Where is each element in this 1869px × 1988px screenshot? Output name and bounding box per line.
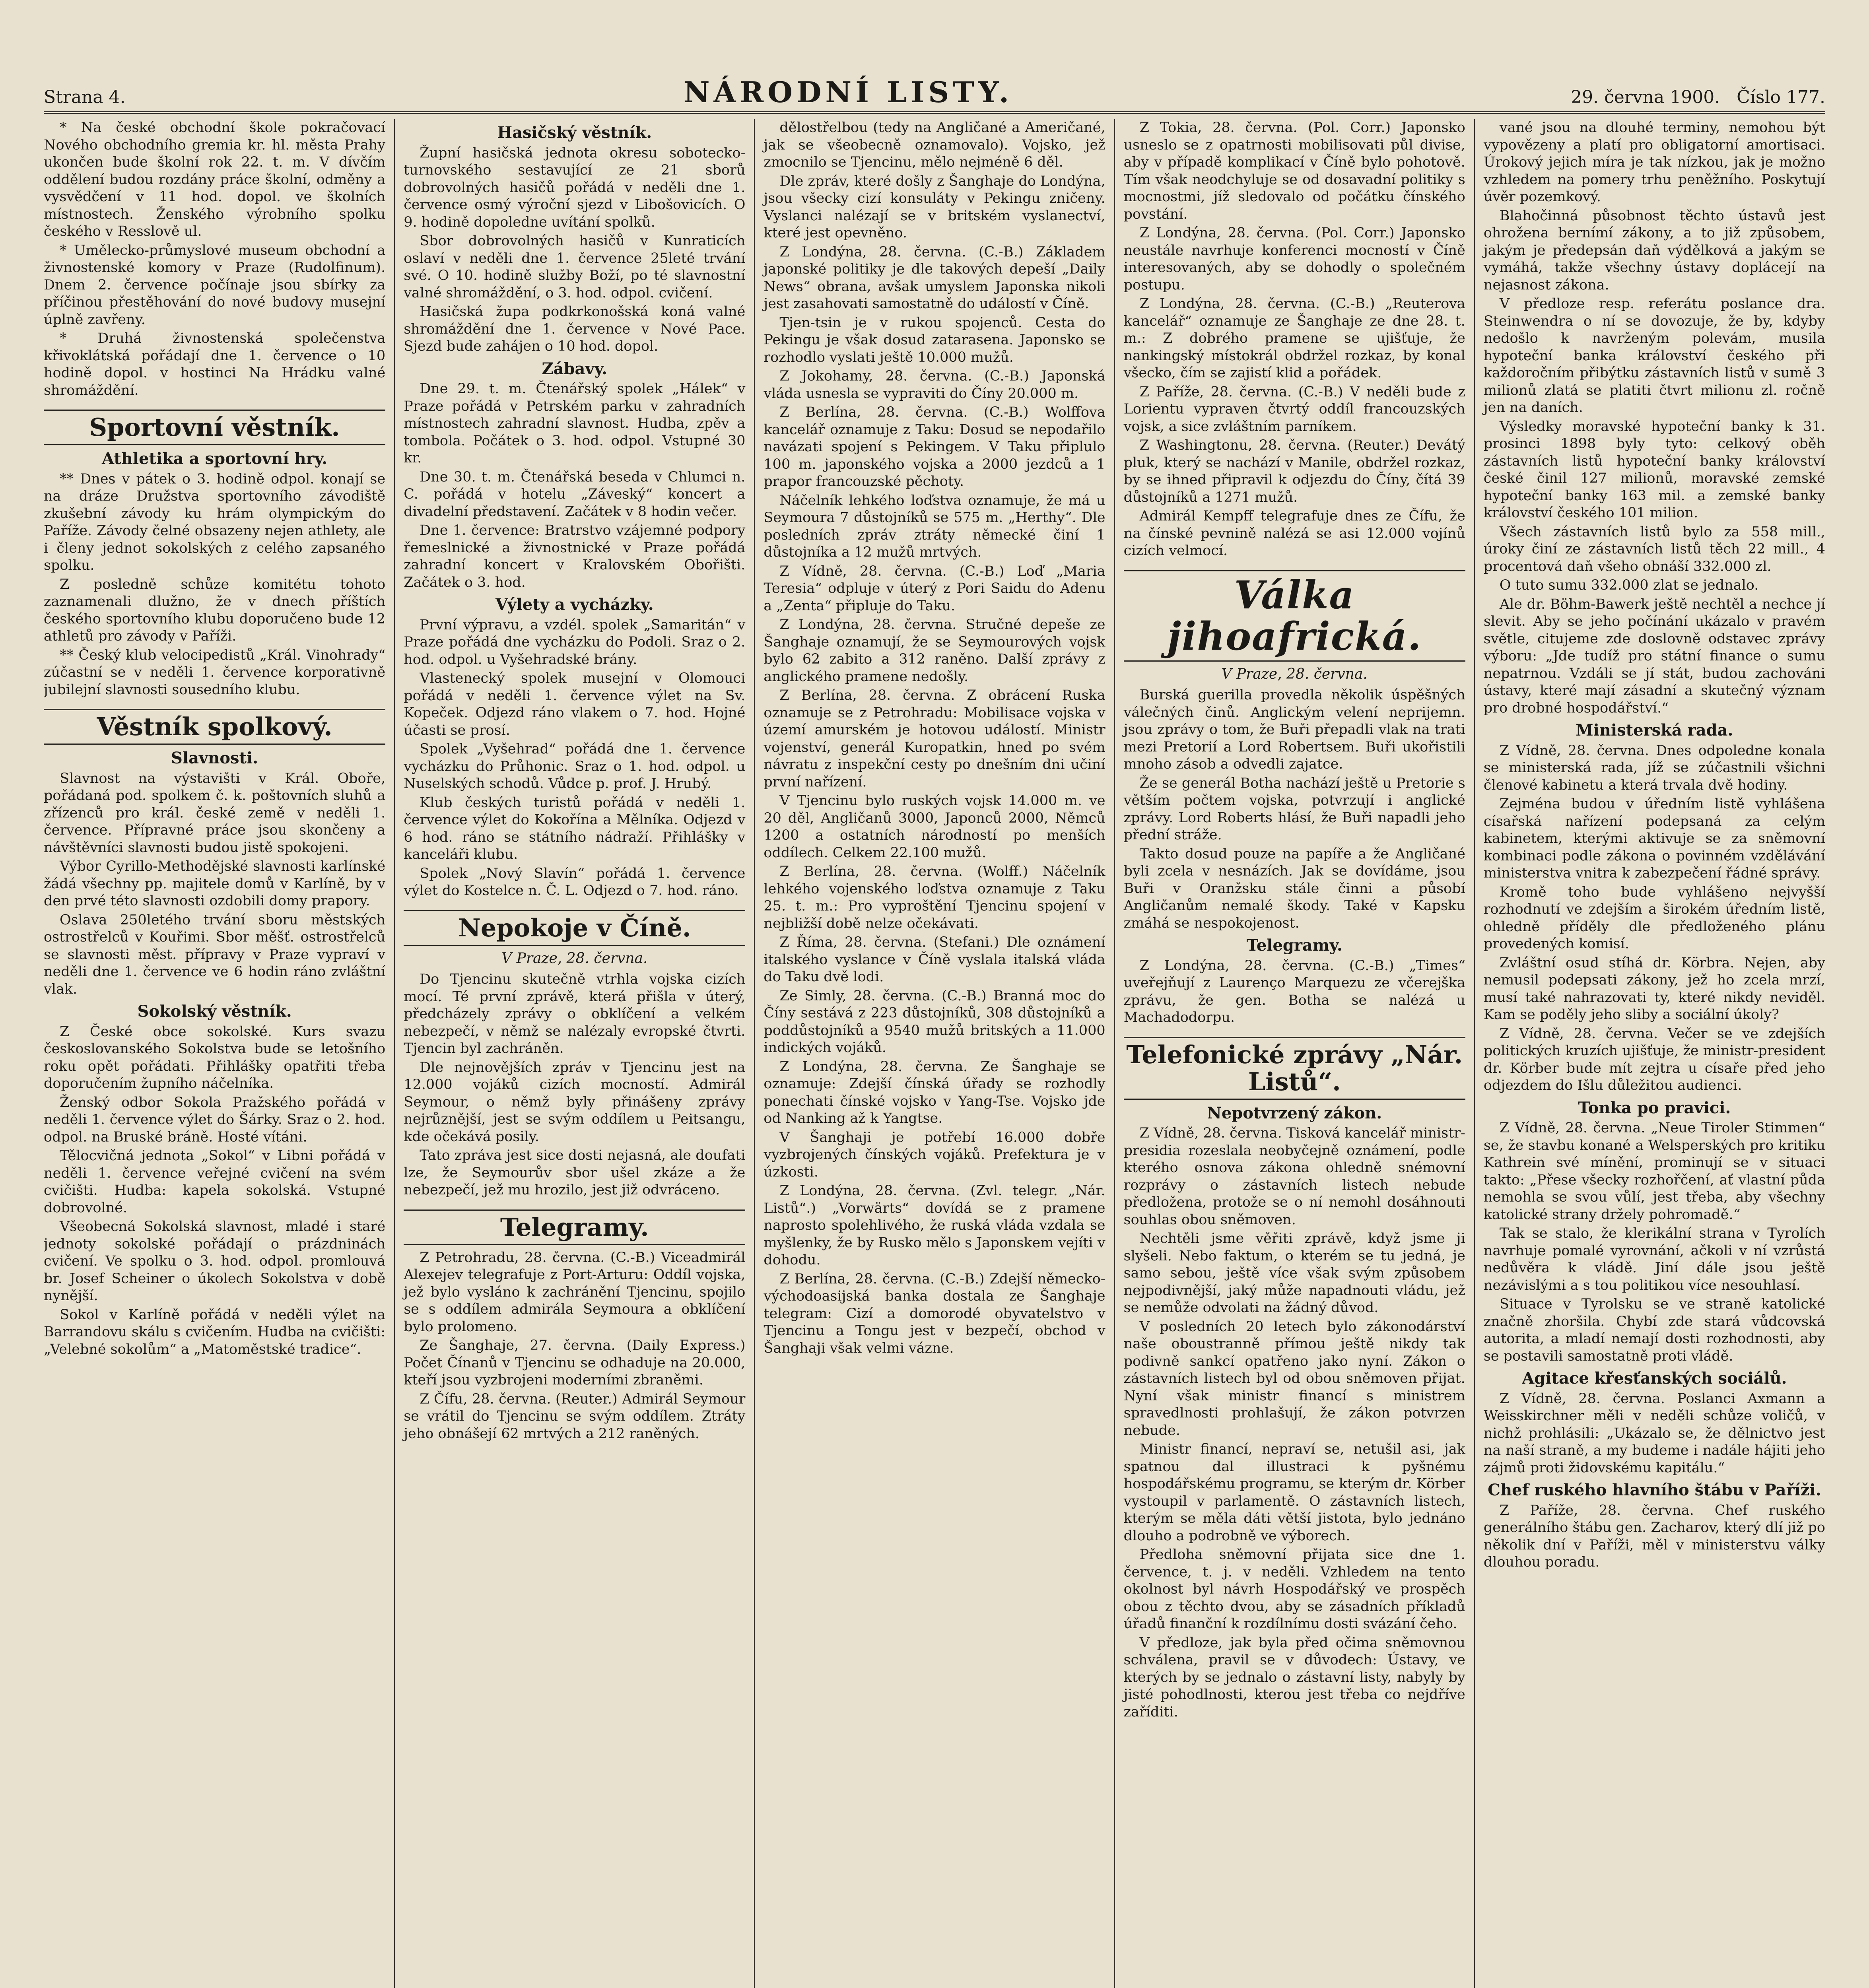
page-number: Strana 4. [44, 87, 126, 107]
page-header [44, 68, 1825, 114]
issue-date [1571, 87, 1825, 111]
article: ** Český klub velocipedistů „Král. Vinohrady“ zúčastní se v neděli 1. července korporativně jubilejní slavnosti sousedního klubu. [44, 647, 386, 698]
article: V předloze, jak byla před očima sněmovnou schválena, pravil se v důvodech: Ústavy, ve kterých by se jednalo o zástavní listy, nabyly by jisté pohodlnosti, kterou jest třeba co nejdříve zaříditi. [1123, 1635, 1465, 1720]
article: Z posledně schůze komitétu tohoto zaznamenali dlužno, že v dnech příštích českého sportovního klubu doporučeno bude 12 athletů pro závody v Paříži. [44, 576, 386, 644]
article: Sbor dobrovolných hasičů v Kunraticích oslaví v neděli dne 1. července 25leté trvání své. O 10. hodině služby Boží, po té slavnostní valné shromáždění, o 3. hod. odpol. cvičení. [404, 233, 746, 301]
article: Z Berlína, 28. června. (C.-B.) Wolffova kancelář oznamuje z Taku: Dosud se nepodařilo navázati spojení s Pekingem. V Taku připlulo 100 m. japonského vojska a 2000 jezdců a 1 prapor francouzské pěchoty. [764, 404, 1105, 489]
article: Z Paříže, 28. června. Chef ruského generálního štábu gen. Zacharov, který dlí již po několik dní v Paříži, měl v ministerstvu války dlouhou poradu. [1483, 1502, 1826, 1570]
article: V Tjencinu bylo ruských vojsk 14.000 m. ve 20 děl, Angličanů 3000, Japonců 2000, Němců 1200 a ostatních národností po menších oddílech. Celkem 22.100 mužů. [764, 793, 1105, 861]
article: Slavnost na výstavišti v Král. Oboře, pořádaná pod. spolkem č. k. poštovních sluhů a zřízenců pro král. české země v neděli 1. července. Přípravné práce jsou skončeny a návštěvníci slavnosti budou jistě spokojeni. [44, 770, 386, 856]
section-heading-valka: Válka jihoafrická. [1124, 570, 1465, 662]
section-heading-narodni-listy: Telefonické zprávy „Nár. Listů“. [1124, 1037, 1465, 1100]
issue-number: Číslo 177. [1737, 87, 1825, 107]
article: Situace v Tyrolsku se ve straně katolické značně zhoršila. Chybí zde stará vůdcovská autorita, a mladí nemají dosti rozhodnosti, aby se postavili samostatně proti vládě. [1483, 1296, 1826, 1364]
article: Výbor Cyrillo-Methodějské slavnosti karlínské žádá všechny pp. majitele domů v Karlíně, by v den prvé této slavnosti ozdobili domy prapory. [44, 858, 386, 909]
column-4 [1114, 119, 1474, 1988]
subheading: Výlety a vycházky. [495, 595, 654, 614]
article: Tjen-tsin je v rukou spojenců. Cesta do Pekingu je však dosud zatarasena. Japonsko se rozhodlo vyslati ještě 10.000 mužů. [764, 315, 1105, 365]
article: Kromě toho bude vyhlášeno nejvyšší rozhodnutí ve zdejším a širokém úředním listě, ohledně příděly dle předloženého plánu provedených komisí. [1483, 884, 1826, 952]
subheading: Nepotvrzený zákon. [1207, 1103, 1382, 1122]
article: Admirál Kempff telegrafuje dnes ze Čífu, že na čínské pevnině nalézá se asi 12.000 vojínů cizích velmocí. [1123, 508, 1465, 559]
article: Dle nejnovějších zpráv v Tjencinu jest na 12.000 vojáků cizích mocností. Admirál Seymour, o němž byly přinášeny zprávy nejrůznější, jest se svým oddílem u Peitsangu, kde očekává posily. [404, 1059, 746, 1145]
column-5 [1474, 119, 1825, 1988]
article: V posledních 20 letech bylo zákonodárství naše oboustranně přímou ještě nikdy tak podivně sankcí opatřeno jako nyní. Zákon o zástavních listech byl od obou sněmoven přijat. Nyní však ministr financí s ministrem spravedlnosti prohlašují, že zákon potvrzen nebude. [1123, 1318, 1465, 1439]
article: Z Londýna, 28. června. (Pol. Corr.) Japonsko neustále navrhuje konferenci mocností v Číně interesovaných, aby se dohodly o společném postupu. [1123, 225, 1465, 293]
section-heading-spolky: Věstník spolkový. [44, 709, 385, 745]
article: Hasičská župa podkrkonošská koná valné shromáždění dne 1. července v Nové Pace. Sjezd bude zahájen o 10 hod. dopol. [404, 304, 746, 354]
article: Z Říma, 28. června. (Stefani.) Dle oznámení italského vyslance v Číně vyslala italská vláda do Taku dvě lodi. [764, 934, 1105, 985]
article: Z Berlína, 28. června. (Wolff.) Náčelník lehkého vojenského loďstva oznamuje z Taku 25. t. m.: Pro vyproštění Tjencinu spojení v nejbližší době nelze očekávati. [764, 864, 1105, 932]
dateline: V Praze, 28. června. [1221, 666, 1368, 682]
article: Z Londýna, 28. června. (C.-B.) „Times“ uveřejňují z Laurenço Marquezu ze včerejška zprávu, že gen. Botha se nalézá u Machadodorpu. [1123, 957, 1465, 1025]
subheading: Sokolský věstník. [137, 1002, 292, 1021]
article: Z Londýna, 28. června. (Zvl. telegr. „Nár. Listů“.) „Vorwärts“ dovídá se z pramene naprosto spolehlivého, že ruská vláda vzdala se myšlenky, že by Rusko mělo s Japonskem vejíti v dohodu. [764, 1183, 1105, 1268]
article: Do Tjencinu skutečně vtrhla vojska cizích mocí. Té první zprávě, která přišla v úterý, předcházely zprávy o obklíčení a velkém nebezpečí, v němž se nalézaly evropské čtvrti. Tjencin byl zachráněn. [404, 971, 746, 1056]
subheading: Slavnosti. [171, 749, 258, 767]
article: Tato zpráva jest sice dosti nejasná, ale doufati lze, že Seymourův sbor ušel zkáze a že nebezpečí, jež mu hrozilo, jest již odvráceno. [404, 1147, 746, 1198]
article: První výpravu, a vzdél. spolek „Samaritán“ v Praze pořádá dne vycházku do Podoli. Sraz o 2. hod. odpol. u Vyšehradské brány. [404, 617, 746, 668]
article: Sokol v Karlíně pořádá v neděli výlet na Barrandovu skálu s cvičením. Hudba na cvičišti: „Velebné sokolům“ a „Matoměstské tradice“. [44, 1307, 386, 1357]
article: Burská guerilla provedla několik úspěšných válečných činů. Anglickým velení neprijemn. jsou zprávy o tom, že Buři přepadli vlak na trati mezi Pretorií a Lord Robertsem. Buři ukořistili mnoho zásob a odvedli zajatce. [1123, 687, 1465, 772]
article: Župní hasičská jednota okresu sobotecko-turnovského sestavující ze 21 sborů dobrovolných hasičů pořádá v neděli dne 1. července osmý výroční sjezd v Libošovicích. O 9. hodině dopoledne uvítání spolků. [404, 145, 746, 230]
article: Všeobecná Sokolská slavnost, mladé i staré jednoty sokolské pořádají o prázdninách cvičení. Ve spolku o 3. hod. odpol. promlouvá br. Josef Scheiner o úkolech Sokolstva v době nynější. [44, 1219, 386, 1304]
article: O tuto sumu 332.000 zlat se jednalo. [1499, 577, 1759, 593]
article: Blahočinná působnost těchto ústavů jest ohrožena bernímí zákony, a to již způsobem, jakým je předepsán daň výdělková a jakým se vymáhá, takže všechny ústavy doplácejí na nejasnost zákona. [1483, 208, 1826, 293]
article: Takto dosud pouze na papíře a že Angličané byli zcela v nesnázích. Jak se dovídáme, jsou Buři v Oranžsku stále činni a působí Angličanům nemalé škody. Také v Kapsku zmáhá se nespokojenost. [1123, 846, 1465, 931]
subheading: Ministerská rada. [1576, 721, 1733, 740]
article: Z Petrohradu, 28. června. (C.-B.) Viceadmirál Alexejev telegrafuje z Port-Arturu: Oddíl vojska, jež bylo vysláno k zachránění Tjencinu, spojilo se s oddílem admirála Seymoura a obklíčení bylo prolomeno. [404, 1249, 746, 1335]
section-heading-sport: Sportovní věstník. [44, 410, 385, 445]
article: Dle zpráv, které došly z Šanghaje do Londýna, jsou všecky cizí konsuláty v Pekingu zničeny. Vyslanci nalézají se v britském vyslanectví, které jest opevněno. [764, 173, 1105, 241]
article: Zejména budou v úředním listě vyhlášena císařská nařízení podepsaná za celým kabinetem, kterými aktivuje se za sněmovní kombinaci podle zákona o povinném vzdělávání ministerstva vnitra k zabezpečení řádné správy. [1483, 796, 1826, 881]
article: V předloze resp. referátu poslance dra. Steinwendra o ní se dovozuje, že by, kdyby nedošlo k navrženým polevám, musila hypoteční banka království českého při každoročním přibýtku zástavních listů v sumě 3 milionů zlatá se platiti čtvrt milionu zl. ročně jen na daních. [1483, 296, 1826, 415]
subheading: Athletika a sportovní hry. [102, 449, 328, 468]
article: Z Vídně, 28. června. Tisková kancelář ministr-presidia rozeslala neobyčejně oznámení, podle kterého osnova zákona ohledně snémovní rozprávy o zástavních listech nebude předložena, protože se o ní nemohl dosáhnouti souhlas obou sněmoven. [1123, 1125, 1465, 1228]
article: Dne 1. července: Bratrstvo vzájemné podpory řemeslnické a živnostnické v Praze pořádá zahradní koncert v Kralovském Obořišti. Začátek o 3. hod. [404, 522, 746, 590]
article: dělostřelbou (tedy na Angličané a Američané, jak se všeobecně oznamovalo). Vojsko, jež zmocnilo se Tjencinu, mělo nejméně 6 děl. [764, 120, 1105, 170]
article: Tak se stalo, že klerikální strana v Tyrolích navrhuje pomalé vyrovnání, ačkoli v ní vzrůstá nedůvěra k vládě. Jiní dále jsou ještě nezávislými a s tou politikou více nesouhlasí. [1483, 1225, 1826, 1293]
article: Výsledky moravské hypoteční banky k 31. prosinci 1898 byly tyto: celkový oběh zástavních listů hypoteční banky království české činil 127 milionů, moravské zemské hypoteční banky 163 mil. a zemské banky království českého 101 milion. [1483, 418, 1826, 521]
dateline: V Praze, 28. června. [501, 950, 648, 967]
article: Z Paříže, 28. června. (C.-B.) V neděli bude z Lorientu vypraven čtvrtý oddíl francouzských vojsk, a sice zvláštním parníkem. [1123, 384, 1465, 435]
article: Z Berlína, 28. června. Z obrácení Ruska oznamuje se z Petrohradu: Mobilisace vojska v území amurském je hotovou událostí. Ministr vojenství, generál Kuropatkin, hned po svém návratu z inspekční cesty po dnešním dni učiní první nařízení. [764, 687, 1105, 790]
article: Z Londýna, 28. června. Stručné depeše ze Šanghaje oznamují, že se Seymourových vojsk bylo 62 zabito a 312 raněno. Další zprávy z anglického pramene nedošly. [764, 617, 1105, 685]
subheading: Zábavy. [542, 359, 608, 378]
article: Z Vídně, 28. června. Dnes odpoledne konala se ministerská rada, jíž se zúčastnili všichni členové kabinetu a která trvala dvě hodiny. [1483, 742, 1826, 793]
article: Z Vídně, 28. června. „Neue Tiroler Stimmen“ se, že stavbu konané a Welsperských pro kritiku Kathrein své mínění, prominují se v situaci takto: „Přese všecky rozhořčení, ať vlastní půda nemohla se svou vůlí, jest třeba, aby všechny katolické strany držely pohromadě.“ [1483, 1120, 1826, 1223]
subheading: Hasičský věstník. [497, 123, 652, 142]
section-heading-cina: Nepokoje v Číně. [404, 910, 745, 946]
article: vané jsou na dlouhé terminy, nemohou být vypovězeny a platí pro obligatorní amortisaci. Úrokový jejich míra je tak nízkou, jak je možno vzhledem na pomery trhu peněžního. Poskytují úvěr pozemkový. [1483, 120, 1826, 205]
article: Ale dr. Böhm-Bawerk ještě nechtěl a nechce jí slevit. Aby se jeho počínání ukázalo v pravém světle, citujeme zde doslovně odstavec zprávy výboru: „Jde tudíž pro státní finance o sumu nepatrnou. Vzdáli se jí stát, budou zachováni ústavy, které mají zásadní a skutečný význam pro drobné hospodářství.“ [1483, 596, 1826, 716]
article: Z Vídně, 28. června. Poslanci Axmann a Weisskirchner měli v neděli schůze voličů, v nichž prohlásili: „Ukázalo se, že dělnictvo jest na naší straně, a my budeme i nadále hájiti jeho zájmů proti židovskému kapitálu.“ [1483, 1390, 1826, 1476]
article: * Umělecko-průmyslové museum obchodní a živnostenské komory v Praze (Rudolfinum). Dnem 2. července počínaje jsou sbírky za příčinou přestěhování do nové budovy musejní úplně zavřeny. [44, 242, 386, 328]
article: Zvláštní osud stíhá dr. Körbra. Nejen, aby nemusil podepsati zákony, jež ho zcela mrzí, musí také nahrazovati ty, které nikdy neviděl. Kam se poděly jeho sliby a sociální úkoly? [1483, 955, 1826, 1023]
date: 29. června 1900. [1571, 87, 1720, 107]
column-3 [754, 119, 1114, 1988]
article: Vlastenecký spolek musejní v Olomouci pořádá v neděli 1. července výlet na Sv. Kopeček. Odjezd ráno vlakem o 7. hod. Hojné účasti se prosí. [404, 670, 746, 738]
article: Dne 29. t. m. Čtenářský spolek „Hálek“ v Praze pořádá v Petrském parku v zahradních místnostech zahradní slavnost. Hudba, zpěv a tombola. Počátek o 3. hod. odpol. Vstupné 30 kr. [404, 381, 746, 466]
article: Ze Šanghaje, 27. června. (Daily Express.) Počet Čínanů v Tjencinu se odhaduje na 20.000, kteří jsou vyzbrojeni moderními zbraněmi. [404, 1338, 746, 1388]
article: Všech zástavních listů bylo za 558 mill., úroky činí ze zástavních listů těch 22 mill., 4 procentová daň všeho obnáší 332.000 zl. [1483, 524, 1826, 575]
column-2 [394, 119, 754, 1988]
article: Ministr financí, nepraví se, netušil asi, jak spatnou dal illustraci k pyšnému hospodářskému programu, se kterým dr. Körber vystoupil v parlamentě. O zástavních listech, kterým se měla dáti větší jistota, bylo jednáno dlouho a podrobně ve výborech. [1123, 1441, 1465, 1544]
article: Z Čífu, 28. června. (Reuter.) Admirál Seymour se vrátil do Tjencinu se svým oddílem. Ztráty jeho obnášejí 62 mrtvých a 212 raněných. [404, 1391, 746, 1442]
article: Z Berlína, 28. června. (C.-B.) Zdejší německo-východoasijská banka dostala ze Šanghaje telegram: Cizí a domorodé obyvatelstvo v Tjencinu a Tongu jest v bezpečí, obchod v Šanghaji však velmi vázne. [764, 1271, 1105, 1356]
article: Nechtěli jsme věřiti zprávě, když jsme ji slyšeli. Nebo faktum, o kterém se tu jedná, je samo sebou, ještě více však svým způsobem nejpodivnější, jaký může napadnouti vládu, jež se nemůže odvolati na žádný důvod. [1123, 1231, 1465, 1316]
article: V Šanghaji je potřebí 16.000 dobře vyzbrojených čínských vojáků. Prefektura je v úzkosti. [764, 1129, 1105, 1180]
article: Z Londýna, 28. června. Ze Šanghaje se oznamuje: Zdejší čínská úřady se rozhodly ponechati čínské vojsko v Yang-Tse. Vojsko jde od Nanking až k Yangtse. [764, 1058, 1105, 1126]
article: Z Londýna, 28. června. (C.-B.) „Reuterova kancelář“ oznamuje ze Šanghaje ze dne 28. t. m.: Z dobrého pramene se ujišťuje, že nankingský místokrál obdržel rozkaz, by konal všecko, čím se zajistí klid a pořádek. [1123, 296, 1465, 381]
article: Z Washingtonu, 28. června. (Reuter.) Devátý pluk, který se nachází v Manile, obdržel rozkaz, by se ihned připravil k odjezdu do Číny, čítá 39 důstojníků a 1271 mužů. [1123, 437, 1465, 505]
column-1 [44, 119, 394, 1988]
subheading: Telegramy. [1246, 936, 1342, 955]
article: Klub českých turistů pořádá v neděli 1. července výlet do Kokořína a Mělníka. Odjezd v 6 hod. ráno se státního nádraží. Přihlášky v kanceláři klubu. [404, 794, 746, 862]
article: ** Dnes v pátek o 3. hodině odpol. konají se na dráze Družstva sportovního závodiště zkušební závody ku hrám olympickým do Paříže. Závody čelné obsazeny nejen athlety, ale i členy jednot sokolských z celého zapsaného spolku. [44, 471, 386, 573]
article: Z Vídně, 28. června. Večer se ve zdejších politických kruzích ujišťuje, že ministr-president dr. Körber bude mít zejtra u císaře před jeho odjezdem do Išlu důležitou audienci. [1483, 1025, 1826, 1093]
subheading: Chef ruského hlavního štábu v Paříži. [1488, 1481, 1821, 1499]
article: Z Jokohamy, 28. června. (C.-B.) Japonská vláda usnesla se vypraviti do Číny 20.000 m. [764, 368, 1105, 402]
subheading: Tonka po pravici. [1578, 1098, 1731, 1117]
article: Ze Simly, 28. června. (C.-B.) Branná moc do Číny sestává z 223 důstojníků, 308 důstojníků a poddůstojníků a 9540 mužů britských a 11.000 indických vojáků. [764, 988, 1105, 1056]
article: Předloha sněmovní přijata sice dne 1. července, t. j. v neděli. Vzhledem na tento okolnost byl návrh Hospodářský ve prospěch obou z těchto dvou, aby se zásadních příkladů úřadů finanční k rozdílnímu dosti svázání čeho. [1123, 1547, 1465, 1632]
subheading: Agitace křesťanských sociálů. [1522, 1369, 1787, 1388]
section-heading-telegramy: Telegramy. [404, 1209, 745, 1245]
article: Dne 30. t. m. Čtenářská beseda v Chlumci n. C. pořádá v hotelu „Záveský“ koncert a divadelní představení. Začátek v 8 hodin večer. [404, 469, 746, 520]
article: Oslava 250letého trvání sboru městských ostrostřelců v Kouřimi. Sbor měšť. ostrostřelců se slavnosti měst. přípravy v Praze vypraví v neděli dne 1. července ve 6 hodin ráno zvláštní vlak. [44, 912, 386, 997]
masthead: NÁRODNÍ LISTY. [683, 75, 1013, 109]
article: Z Vídně, 28. června. (C.-B.) Loď „Maria Teresia“ odpluje v úterý z Pori Saidu do Adenu a „Zenta“ připluje do Taku. [764, 563, 1105, 614]
article: * Druhá živnostenská společenstva křivoklátská pořádají dne 1. července o 10 hodině dopol. v hostinci Na Hrádku valné shromáždění. [44, 330, 386, 398]
article: Spolek „Nový Slavín“ pořádá 1. července výlet do Kostelce n. Č. L. Odjezd o 7. hod. ráno. [404, 865, 746, 899]
article: Náčelník lehkého loďstva oznamuje, že má u Seymoura 7 důstojníků se 575 m. „Herthy“. Dle posledních zpráv ztráty německé činí 1 důstojníka a 12 mužů mrtvých. [764, 492, 1105, 560]
article: Z České obce sokolské. Kurs svazu českoslovanského Sokolstva bude se letošního roku opět pořádati. Přihlášky opatřiti třeba doporučením župního náčelníka. [44, 1023, 386, 1091]
columns [44, 119, 1825, 1988]
article: Tělocvičná jednota „Sokol“ v Libni pořádá v neděli 1. července veřejné cvičení na svém cvičišti. Hudba: kapela sokolská. Vstupné dobrovolné. [44, 1148, 386, 1216]
article: Ženský odbor Sokola Pražského pořádá v neděli 1. července výlet do Šárky. Sraz o 2. hod. odpol. na Bruské bráně. Hosté vítáni. [44, 1094, 386, 1145]
article: * Na české obchodní škole pokračovací Nového obchodního gremia kr. hl. města Prahy ukončen bude školní rok 22. t. m. V dívčím oddělení budou rozdány práce školní, odměny a vysvědčení v 11 hod. dopol. ve školních místnostech. Ženského výrobního spolku českého v Resslově ul. [44, 120, 386, 239]
article: Že se generál Botha nachází ještě u Pretorie s větším počtem vojska, potvrzují i anglické zprávy. Lord Roberts hlásí, že Buři napadli jeho přední stráže. [1123, 775, 1465, 843]
article: Z Tokia, 28. června. (Pol. Corr.) Japonsko usneslo se z opatrnosti mobilisovati půl divise, aby v případě komplikací v Číně bylo pohotově. Tím však neodchyluje se od dosavadní politiky s mocnostmi, jíž sledovalo od počátku čínského povstání. [1123, 120, 1465, 222]
article: Spolek „Vyšehrad“ pořádá dne 1. července vycházku do Průhonic. Sraz o 1. hod. odpol. u Nuselských schodů. Vůdce p. prof. J. Hrubý. [404, 741, 746, 792]
article: Z Londýna, 28. června. (C.-B.) Základem japonské politiky je dle takových depeší „Daily News“ obrana, avšak umyslem Japonska nikoli jest zasahovati samostatně do událostí v Číně. [764, 244, 1105, 312]
